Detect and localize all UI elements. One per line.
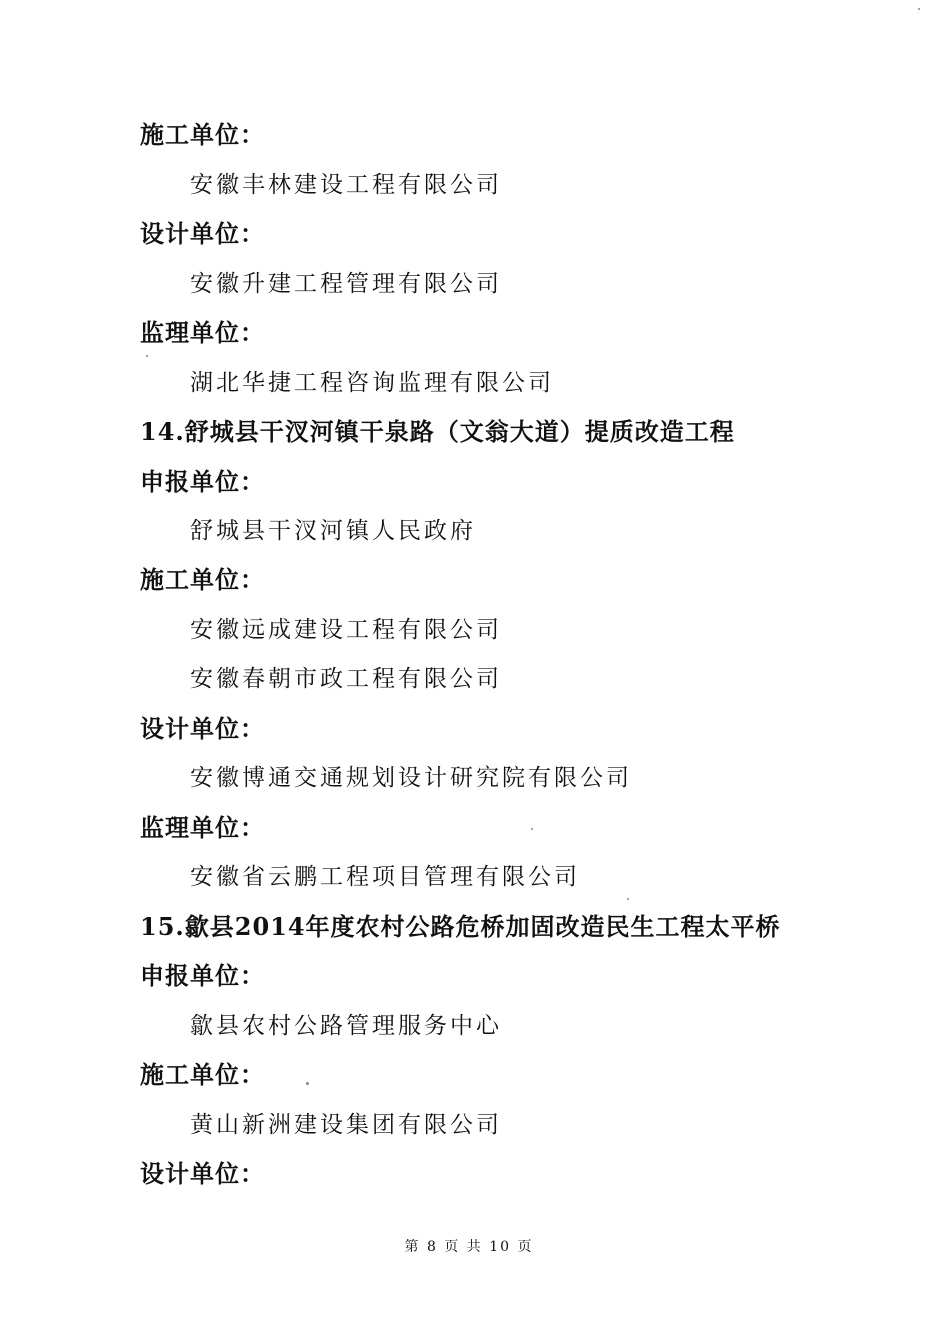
company-entry: 舒城县干汊河镇人民政府	[190, 518, 476, 544]
company-entry: 湖北华捷工程咨询监理有限公司	[190, 370, 554, 396]
section-label: 设计单位：	[140, 1159, 265, 1188]
company-entry: 安徽远成建设工程有限公司	[190, 617, 502, 643]
scan-speck	[306, 1082, 309, 1085]
scan-speck	[918, 8, 920, 10]
company-entry: 歙县农村公路管理服务中心	[190, 1013, 502, 1039]
scan-speck	[146, 355, 148, 357]
scan-speck	[627, 898, 629, 900]
company-entry: 安徽升建工程管理有限公司	[190, 271, 502, 297]
company-entry: 安徽博通交通规划设计研究院有限公司	[190, 765, 632, 791]
section-label: 设计单位：	[140, 714, 265, 743]
section-label: 监理单位：	[140, 318, 265, 347]
section-label: 监理单位：	[140, 813, 265, 842]
project-heading: 14.舒城县干汊河镇干泉路（文翁大道）提质改造工程	[140, 417, 735, 446]
section-label: 申报单位：	[140, 961, 265, 990]
section-label: 施工单位：	[140, 120, 265, 149]
company-entry: 安徽春朝市政工程有限公司	[190, 666, 502, 692]
company-entry: 安徽省云鹏工程项目管理有限公司	[190, 864, 580, 890]
section-label: 设计单位：	[140, 219, 265, 248]
scan-speck	[531, 828, 533, 830]
company-entry: 黄山新洲建设集团有限公司	[190, 1112, 502, 1138]
page-footer: 第 8 页 共 10 页	[404, 1239, 534, 1255]
project-heading: 15.歙县2014年度农村公路危桥加固改造民生工程太平桥	[140, 912, 781, 941]
company-entry: 安徽丰林建设工程有限公司	[190, 172, 502, 198]
section-label: 施工单位：	[140, 565, 265, 594]
section-label: 申报单位：	[140, 467, 265, 496]
section-label: 施工单位：	[140, 1060, 265, 1089]
